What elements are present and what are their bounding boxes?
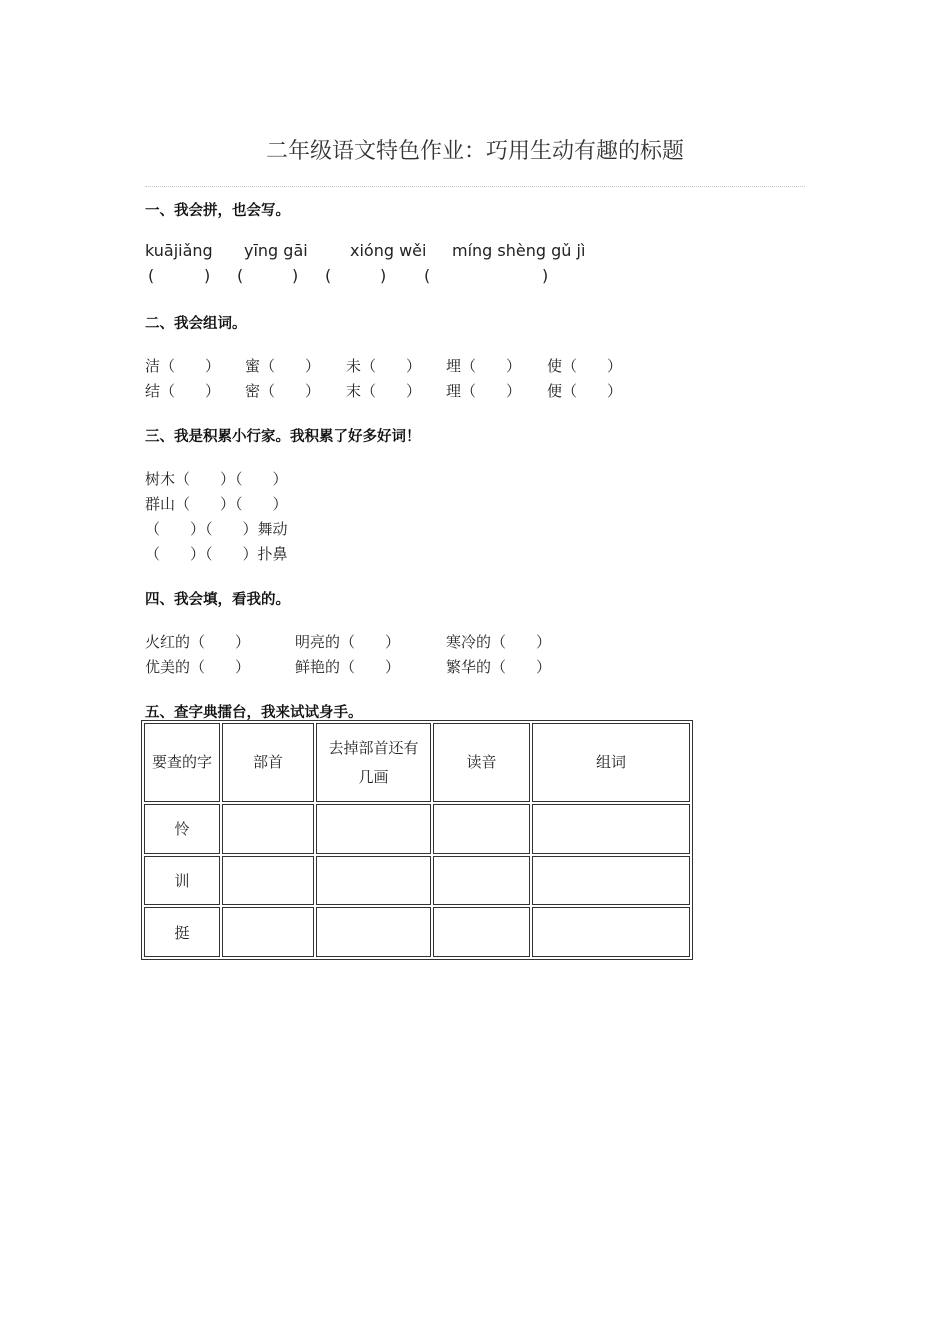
section1-heading: 一、我会拼，也会写。 bbox=[145, 203, 290, 219]
word-group-item: 密（ ） bbox=[245, 382, 321, 400]
word-group-item: 理（ ） bbox=[446, 382, 522, 400]
blank-cell[interactable] bbox=[433, 856, 530, 906]
word-group-item: 使（ ） bbox=[547, 357, 623, 375]
pinyin-2: yīng gāi bbox=[244, 241, 308, 260]
word-group-item: 便（ ） bbox=[547, 382, 623, 400]
answer-paren-close-3: ) bbox=[380, 266, 387, 285]
answer-paren-close-4: ) bbox=[542, 266, 549, 285]
fill-item: 繁华的（ ） bbox=[446, 658, 552, 676]
section4-heading: 四、我会填，看我的。 bbox=[145, 592, 290, 608]
char-cell: 怜 bbox=[144, 804, 220, 854]
blank-cell[interactable] bbox=[433, 907, 530, 957]
blank-cell[interactable] bbox=[316, 804, 431, 854]
section2-heading: 二、我会组词。 bbox=[145, 316, 247, 332]
blank-cell[interactable] bbox=[222, 804, 314, 854]
word-group-item: 未（ ） bbox=[346, 357, 422, 375]
pinyin-1: kuājiǎng bbox=[145, 241, 213, 260]
vocab-line: 树木（ ）（ ） bbox=[145, 470, 288, 488]
pinyin-3: xióng wěi bbox=[350, 241, 427, 260]
header-cell: 组词 bbox=[532, 723, 690, 802]
fill-item: 鲜艳的（ ） bbox=[295, 658, 401, 676]
header-cell: 读音 bbox=[433, 723, 530, 802]
answer-paren-open-4: ( bbox=[424, 266, 431, 285]
blank-cell[interactable] bbox=[222, 907, 314, 957]
blank-cell[interactable] bbox=[433, 804, 530, 854]
section3-heading: 三、我是积累小行家。我积累了好多好词！ bbox=[145, 429, 421, 445]
answer-paren-open-3: ( bbox=[325, 266, 332, 285]
blank-cell[interactable] bbox=[316, 856, 431, 906]
vocab-line: （ ）（ ）舞动 bbox=[145, 520, 288, 538]
blank-cell[interactable] bbox=[532, 907, 690, 957]
answer-paren-open-2: ( bbox=[237, 266, 244, 285]
char-cell: 挺 bbox=[144, 907, 220, 957]
word-group-item: 结（ ） bbox=[145, 382, 221, 400]
fill-item: 寒冷的（ ） bbox=[446, 633, 552, 651]
title-divider bbox=[145, 186, 805, 187]
word-group-item: 末（ ） bbox=[346, 382, 422, 400]
blank-cell[interactable] bbox=[316, 907, 431, 957]
table-row bbox=[144, 804, 690, 854]
fill-item: 明亮的（ ） bbox=[295, 633, 401, 651]
page-title: 二年级语文特色作业：巧用生动有趣的标题 bbox=[265, 139, 684, 164]
pinyin-4: míng shèng gǔ jì bbox=[452, 241, 586, 260]
vocab-line: 群山（ ）（ ） bbox=[145, 495, 288, 513]
table-header-row bbox=[144, 723, 690, 802]
answer-paren-open-1: ( bbox=[148, 266, 155, 285]
answer-paren-close-2: ) bbox=[292, 266, 299, 285]
blank-cell[interactable] bbox=[222, 856, 314, 906]
header-cell bbox=[316, 723, 431, 802]
section5-heading: 五、查字典擂台，我来试试身手。 bbox=[145, 705, 363, 721]
header-cell: 要查的字 bbox=[144, 723, 220, 802]
char-cell: 训 bbox=[144, 856, 220, 906]
fill-item: 火红的（ ） bbox=[145, 633, 251, 651]
fill-item: 优美的（ ） bbox=[145, 658, 251, 676]
word-group-item: 埋（ ） bbox=[446, 357, 522, 375]
table-row bbox=[144, 907, 690, 957]
vocab-line: （ ）（ ）扑鼻 bbox=[145, 545, 288, 563]
word-group-item: 洁（ ） bbox=[145, 357, 221, 375]
blank-cell[interactable] bbox=[532, 856, 690, 906]
word-group-item: 蜜（ ） bbox=[245, 357, 321, 375]
dictionary-table bbox=[141, 720, 693, 960]
table-row bbox=[144, 856, 690, 906]
blank-cell[interactable] bbox=[532, 804, 690, 854]
answer-paren-close-1: ) bbox=[204, 266, 211, 285]
header-cell-text: 去掉部首还有几画 bbox=[328, 738, 419, 786]
header-cell: 部首 bbox=[222, 723, 314, 802]
